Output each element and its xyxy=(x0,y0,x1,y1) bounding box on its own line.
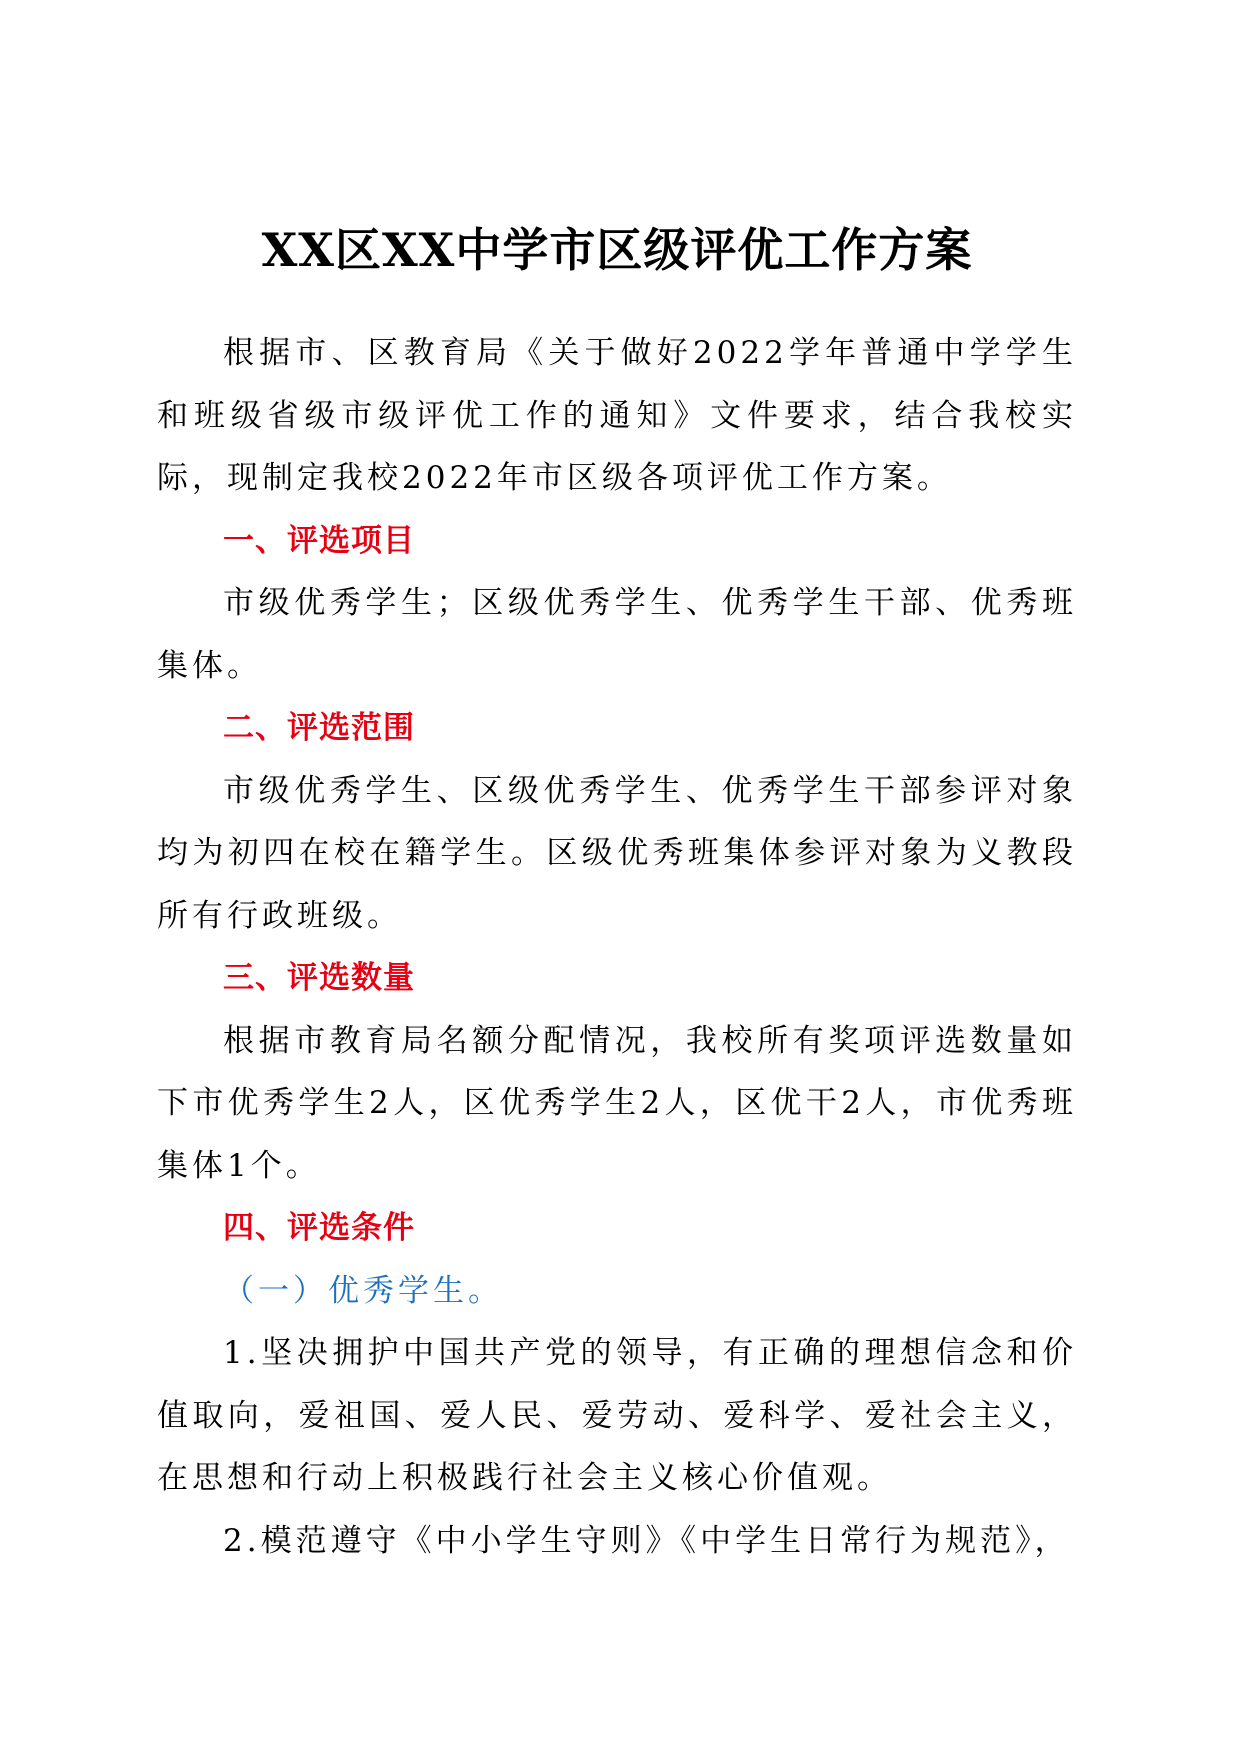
section-2-paragraph-1: 市级优秀学生、区级优秀学生、优秀学生干部参评对象均为初四在校在籍学生。区级优秀班集体参评对象为义教段所有行政班级。 xyxy=(157,772,1077,934)
section-4-paragraph-1: 1.坚决拥护中国共产党的领导，有正确的理想信念和价值取向，爱祖国、爱人民、爱劳动、爱科学、爱社会主义，在思想和行动上积极践行社会主义核心价值观。 xyxy=(157,1335,1077,1496)
section-1-paragraph-1: 市级优秀学生；区级优秀学生、优秀学生干部、优秀班集体。 xyxy=(157,585,1077,684)
section-3-paragraph-1: 根据市教育局名额分配情况，我校所有奖项评选数量如下市优秀学生2人，区优秀学生2人，区优干2人，市优秀班集体1个。 xyxy=(157,1022,1077,1184)
document-title: XX区XX中学市区级评优工作方案 xyxy=(261,223,973,277)
section-heading-4: 四、评选条件 xyxy=(223,1210,415,1246)
document-body xyxy=(157,322,1077,1572)
subsection-heading-1: （一）优秀学生。 xyxy=(223,1272,503,1309)
document-page xyxy=(157,0,1077,1754)
section-heading-2: 二、评选范围 xyxy=(223,710,415,746)
section-heading-3: 三、评选数量 xyxy=(223,960,415,996)
intro-paragraph: 根据市、区教育局《关于做好2022学年普通中学学生和班级省级市级评优工作的通知》文件要求，结合我校实际，现制定我校2022年市区级各项评优工作方案。 xyxy=(157,335,1077,496)
section-4-paragraph-2: 2.模范遵守《中小学生守则》《中学生日常行为规范》， xyxy=(223,1522,1070,1559)
section-heading-1: 一、评选项目 xyxy=(223,522,415,559)
